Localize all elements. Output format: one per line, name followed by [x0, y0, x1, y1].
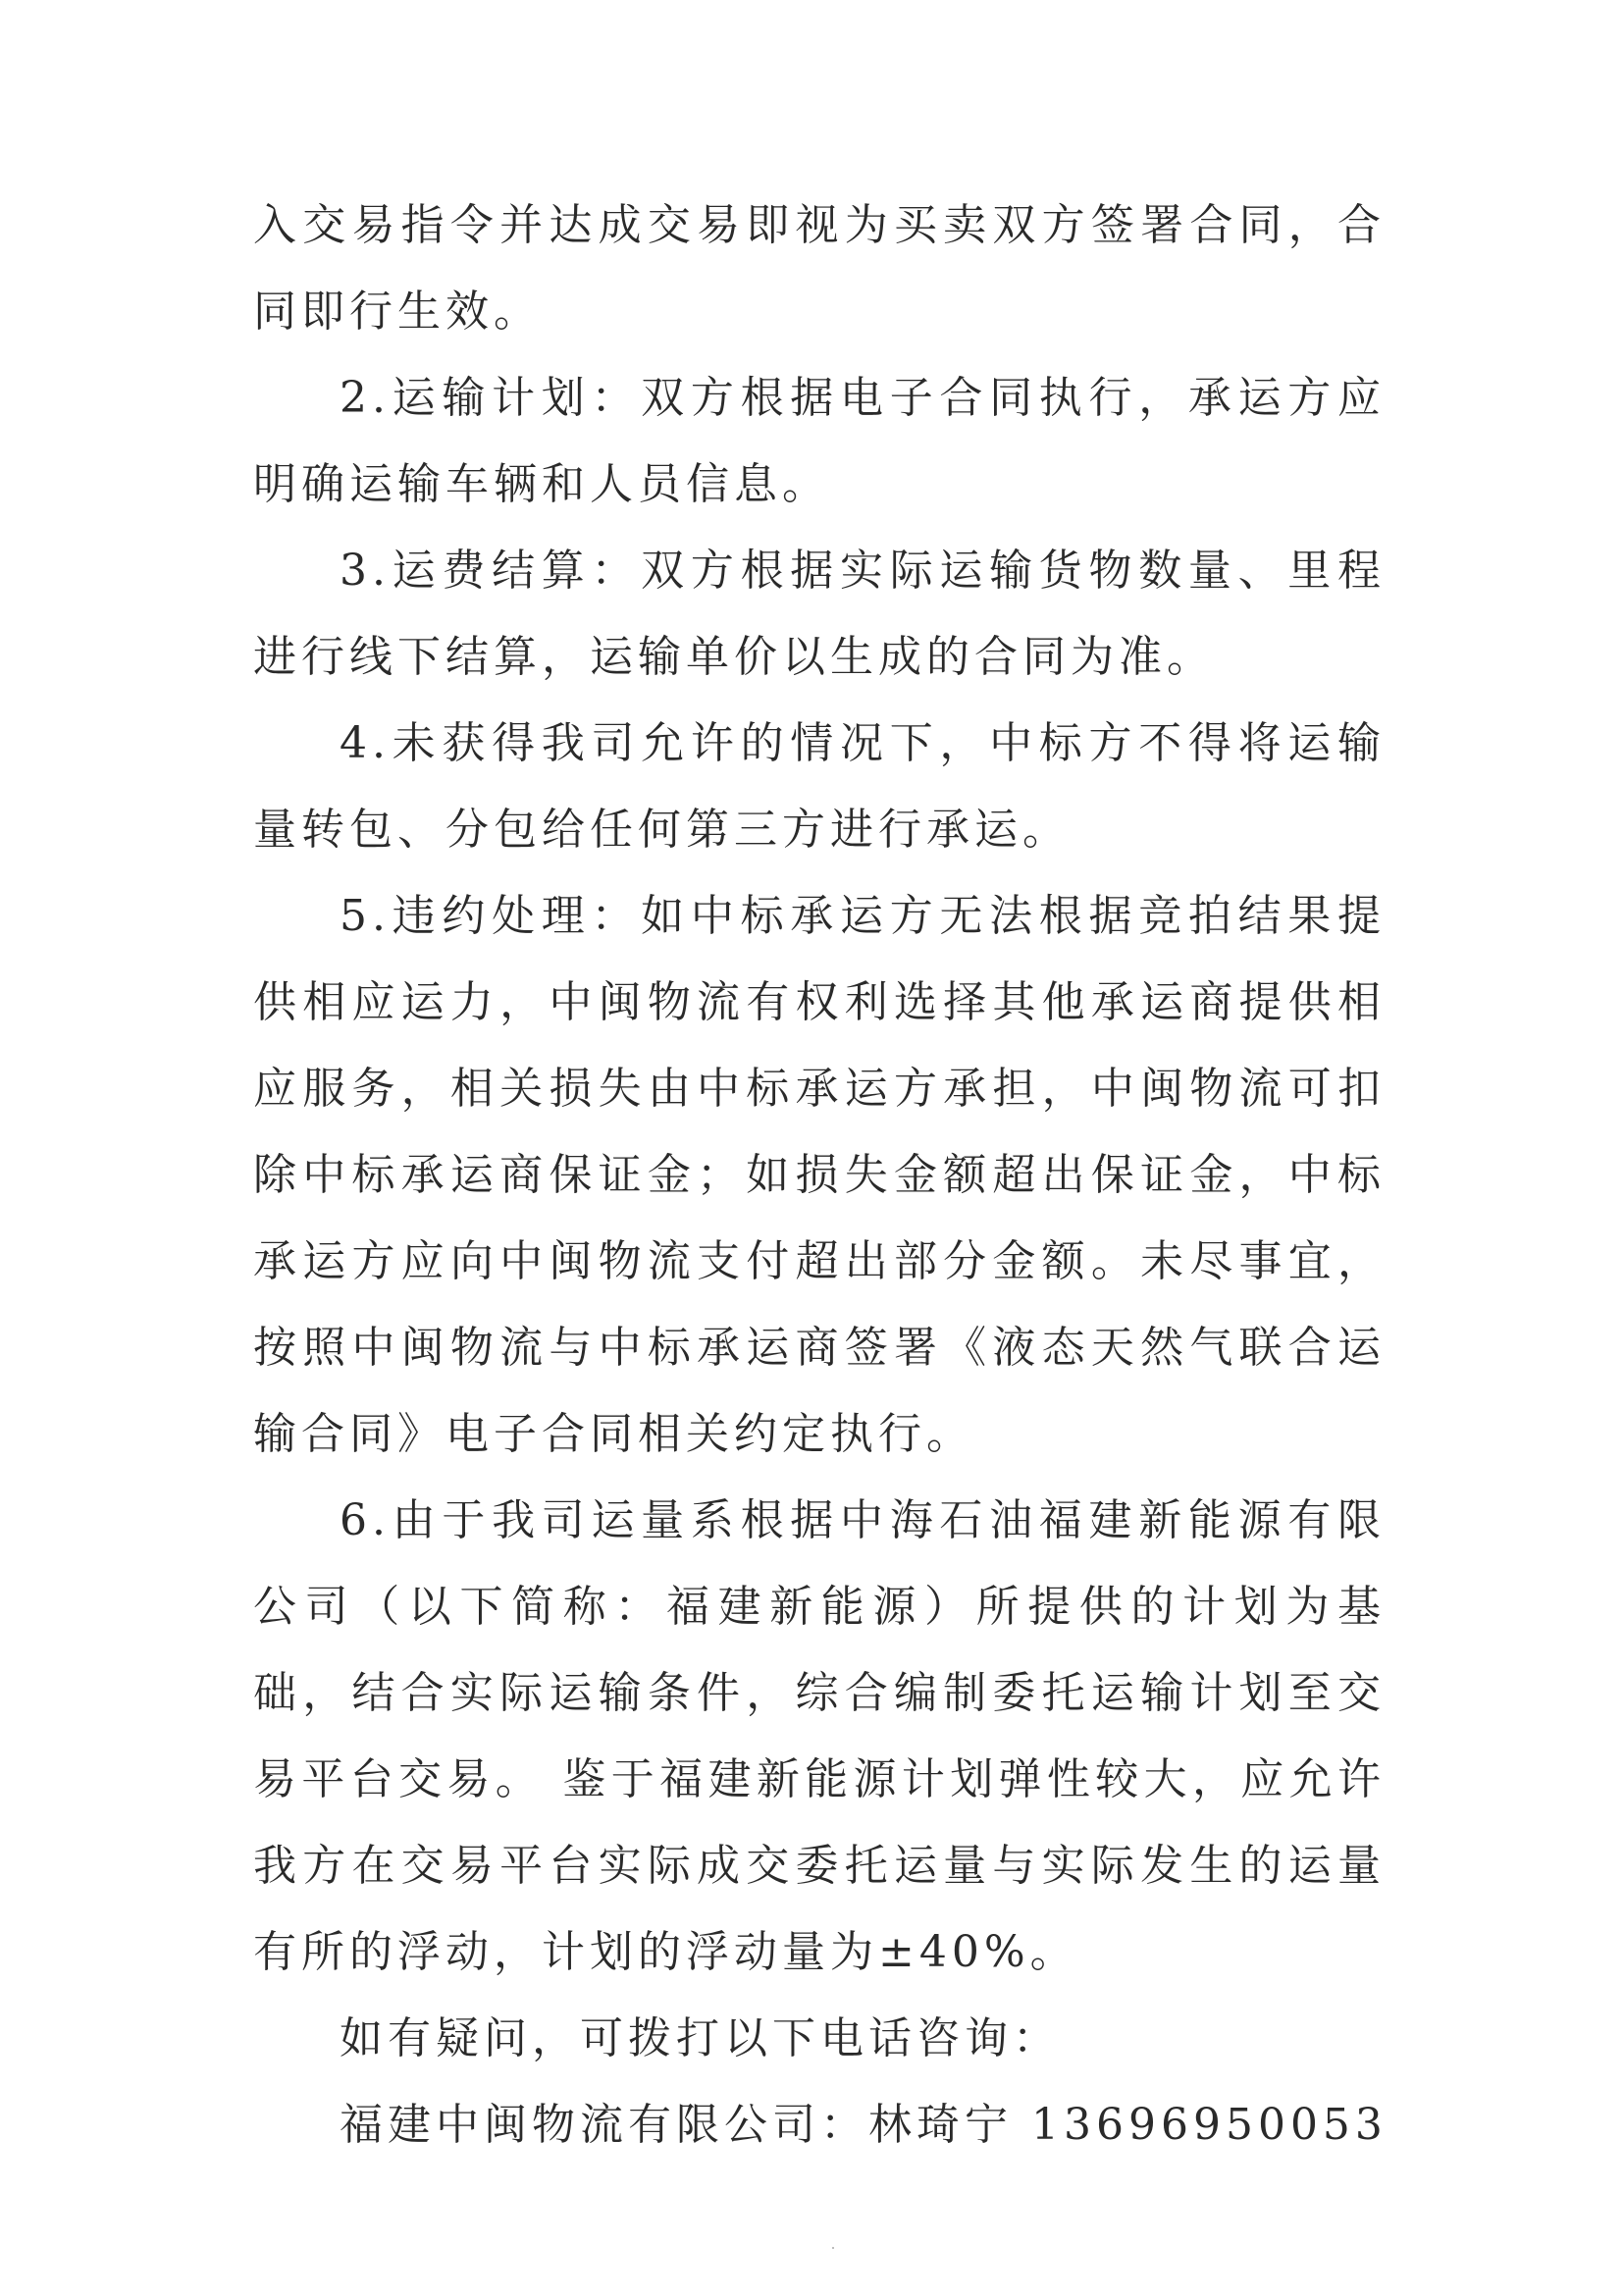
paragraph-6: 6.由于我司运量系根据中海石油福建新能源有限公司（以下简称：福建新能源）所提供的计划为基础，结合实际运输条件，综合编制委托运输计划至交易平台交易。 鉴于福建新能源计划弹性较大，应允许我方在交易平台实际成交委托运量与实际发生的运量有所的浮动，计划的浮动量为±40%。 — [253, 1495, 1386, 1977]
paragraph-1: 入交易指令并达成交易即视为买卖双方签署合同，合同即行生效。 — [253, 200, 1386, 337]
document-body — [253, 183, 1386, 2168]
scan-speck — [832, 2247, 834, 2249]
paragraph-4: 4.未获得我司允许的情况下，中标方不得将运输量转包、分包给任何第三方进行承运。 — [253, 718, 1386, 855]
paragraph-3: 3.运费结算：双方根据实际运输货物数量、里程进行线下结算，运输单价以生成的合同为准。 — [253, 546, 1386, 682]
contact-intro: 如有疑问，可拨打以下电话咨询： — [340, 2013, 1061, 2063]
paragraph-2: 2.运输计划：双方根据电子合同执行，承运方应明确运输车辆和人员信息。 — [253, 373, 1386, 509]
contact-line: 福建中闽物流有限公司：林琦宁 13696950053 — [340, 2100, 1387, 2150]
paragraph-5: 5.违约处理：如中标承运方无法根据竞拍结果提供相应运力，中闽物流有权利选择其他承运商提供相应服务，相关损失由中标承运方承担，中闽物流可扣除中标承运商保证金；如损失金额超出保证金，中标承运方应向中闽物流支付超出部分金额。未尽事宜，按照中闽物流与中标承运商签署《液态天然气联合运输合同》电子合同相关约定执行。 — [253, 891, 1386, 1459]
